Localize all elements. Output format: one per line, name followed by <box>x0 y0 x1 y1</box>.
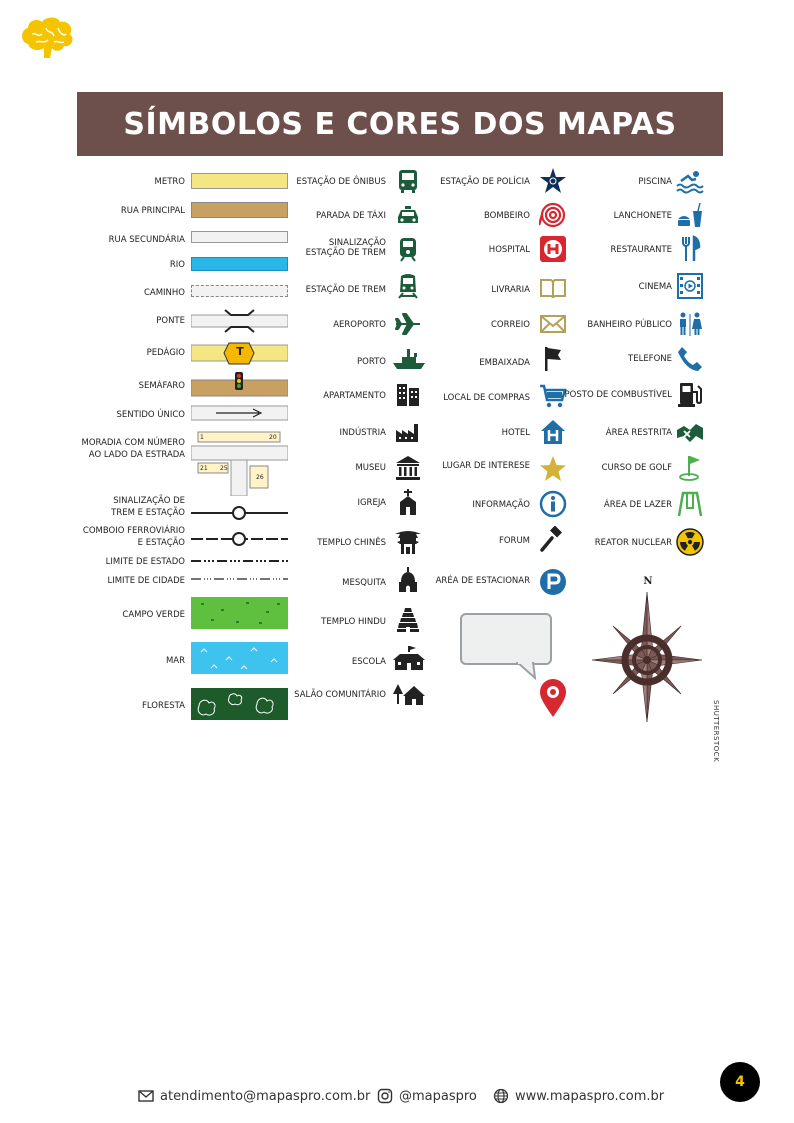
legend-label-pedagio: PEDÁGIO <box>146 348 185 358</box>
info-icon <box>539 490 567 518</box>
train-icon <box>394 272 422 300</box>
legend-label-police: ESTAÇÃO DE POLÍCIA <box>440 177 530 187</box>
house-number-1: 1 <box>200 434 204 441</box>
legend-label-embassy: EMBAIXADA <box>479 358 530 368</box>
legend-label-chinese-temple: TEMPLO CHINÊS <box>317 538 386 548</box>
page-number: 4 <box>720 1062 760 1102</box>
legend-label-community-hall: SALÃO COMUNITÁRIO <box>294 690 386 700</box>
gavel-icon <box>539 526 567 554</box>
legend-label-restroom: BANHEIRO PÚBLICO <box>587 320 672 330</box>
swimming-icon <box>676 167 704 195</box>
house-number-26: 26 <box>256 474 264 481</box>
golf-icon <box>676 454 704 482</box>
legend-label-church: IGREJA <box>357 498 386 508</box>
legend-label-cinema: CINEMA <box>638 282 672 292</box>
airplane-icon <box>394 310 422 338</box>
cutlery-icon <box>676 235 704 263</box>
legend-label-limite-cidade: LIMITE DE CIDADE <box>107 576 185 586</box>
sea-swatch <box>191 642 288 674</box>
legend-label-sinalizacao-line2: TREM E ESTAÇÃO <box>111 508 185 518</box>
train-signal-swatch <box>191 504 288 522</box>
radiation-icon <box>676 528 704 556</box>
railway-station-swatch <box>191 530 288 548</box>
instagram-icon <box>377 1088 393 1104</box>
fire-hose-icon <box>539 201 567 229</box>
restricted-icon <box>676 418 704 446</box>
museum-icon <box>394 454 422 482</box>
city-border-swatch <box>191 574 288 584</box>
chinese-temple-icon <box>394 528 422 556</box>
legend-label-nuclear-reactor: REATOR NUCLEAR <box>594 538 672 548</box>
swing-icon <box>676 490 704 518</box>
church-icon <box>394 488 422 516</box>
legend-label-semaforo: SEMÁFARO <box>138 381 185 391</box>
legend-label-telephone: TELEFONE <box>628 354 672 364</box>
footer-instagram[interactable] <box>377 1088 477 1104</box>
speech-bubble-tail <box>515 662 539 682</box>
footer-email-text: atendimento@mapaspro.com.br <box>160 1088 371 1104</box>
state-border-swatch <box>191 556 288 566</box>
legend-label-comboio-line1: COMBOIO FERROVIÁRIO <box>82 526 185 536</box>
legend-label-bookstore: LIVRARIA <box>491 285 530 295</box>
fuel-icon <box>676 380 704 408</box>
title-banner <box>77 92 723 156</box>
legend-label-restricted-area: ÁREA RESTRITA <box>605 428 672 438</box>
hotel-icon <box>539 418 567 446</box>
flag-icon <box>539 345 567 373</box>
train-signal-icon <box>394 235 422 263</box>
legend-label-limite-estado: LIMITE DE ESTADO <box>105 557 185 567</box>
legend-label-mosque: MESQUITA <box>342 578 386 588</box>
bridge-swatch <box>191 306 288 336</box>
footer-instagram-text: @mapaspro <box>399 1088 477 1104</box>
legend-label-port: PORTO <box>357 357 386 367</box>
legend-label-hotel: HOTEL <box>501 428 530 438</box>
path-swatch <box>191 285 288 297</box>
legend-label-taxi: PARADA DE TÁXI <box>316 211 386 221</box>
phone-icon <box>676 345 704 373</box>
legend-label-bus-station: ESTAÇÃO DE ÔNIBUS <box>296 177 386 187</box>
taxi-icon <box>394 201 422 229</box>
metro-swatch <box>191 173 288 189</box>
legend-label-parking: ARÉA DE ESTACIONAR <box>435 576 530 586</box>
brain-logo-icon <box>18 14 74 60</box>
legend-label-comboio-line2: E ESTAÇÃO <box>137 538 185 548</box>
legend-label-train-signal: SINALIZAÇÃO ESTAÇÃO DE TREM <box>305 238 386 258</box>
secondary-road-swatch <box>191 231 288 243</box>
legend-label-golf: CURSO DE GOLF <box>601 463 672 473</box>
legend-label-moradia-line1: MORADIA COM NÚMERO <box>81 438 185 448</box>
legend-label-industry: INDÚSTRIA <box>339 428 386 438</box>
legend-label-rua-secundaria: RUA SECUNDÁRIA <box>108 235 185 245</box>
house-number-20: 20 <box>269 434 277 441</box>
location-pin-icon <box>538 678 568 718</box>
mosque-icon <box>394 566 422 594</box>
factory-icon <box>394 418 422 446</box>
toll-letter: T <box>236 345 244 358</box>
book-icon <box>539 274 567 302</box>
cart-icon <box>539 382 567 410</box>
legend-label-ponte: PONTE <box>156 316 185 326</box>
legend-label-post-office: CORREIO <box>490 320 530 330</box>
legend-label-metro: METRO <box>154 177 185 187</box>
parking-icon <box>539 568 567 596</box>
hospital-icon <box>539 235 567 263</box>
main-road-swatch <box>191 202 288 218</box>
legend-label-hospital: HOSPITAL <box>488 245 530 255</box>
footer-website[interactable] <box>493 1088 664 1104</box>
legend-label-apartment: APARTAMENTO <box>323 391 386 401</box>
legend-label-restaurant: RESTAURANTE <box>610 245 672 255</box>
legend-label-rua-principal: RUA PRINCIPAL <box>120 206 185 216</box>
legend-label-caminho: CAMINHO <box>143 288 185 298</box>
legend-label-shopping: LOCAL DE COMPRAS <box>443 393 530 403</box>
legend-label-floresta: FLORESTA <box>141 701 185 711</box>
mail-icon <box>138 1088 154 1104</box>
legend-label-sentido-unico: SENTIDO ÚNICO <box>116 410 185 420</box>
school-icon <box>392 644 426 672</box>
image-credit: SHUTTERSTOCK <box>712 700 720 763</box>
legend-label-hindu-temple: TEMPLO HINDU <box>321 617 386 627</box>
legend-label-train-station: ESTAÇÃO DE TREM <box>305 285 386 295</box>
green-field-swatch <box>191 597 288 629</box>
legend-label-mar: MAR <box>165 656 185 666</box>
river-swatch <box>191 257 288 271</box>
legend-label-sinalizacao-line1: SINALIZAÇÃO DE <box>113 496 185 506</box>
envelope-icon <box>539 310 567 338</box>
house-number-25: 25 <box>220 465 228 472</box>
speech-bubble <box>460 613 552 665</box>
legend-label-snack-bar: LANCHONETE <box>613 211 672 221</box>
legend-label-airport: AEROPORTO <box>333 320 386 330</box>
footer-email[interactable] <box>138 1088 370 1104</box>
restroom-icon <box>676 310 704 338</box>
house-number-21: 21 <box>200 465 208 472</box>
globe-icon <box>493 1088 509 1104</box>
legend-label-campo-verde: CAMPO VERDE <box>122 610 185 620</box>
footer-website-text: www.mapaspro.com.br <box>515 1088 665 1104</box>
forest-swatch <box>191 688 288 720</box>
snack-icon <box>676 201 704 229</box>
legend-label-school: ESCOLA <box>351 657 386 667</box>
legend-label-fire: BOMBEIRO <box>483 211 530 221</box>
bus-icon <box>394 167 422 195</box>
ship-icon <box>392 345 426 373</box>
legend-label-gas-station: POSTO DE COMBUSTÍVEL <box>564 390 672 400</box>
compass-north-label: N <box>643 576 653 587</box>
legend-label-forum: FORUM <box>498 536 530 546</box>
hindu-temple-icon <box>394 606 422 634</box>
page-title: SÍMBOLOS E CORES DOS MAPAS <box>123 106 677 142</box>
legend-label-point-of-interest: LUGAR DE INTERESE <box>442 461 530 471</box>
traffic-light-swatch <box>191 370 288 398</box>
legend-label-rio: RIO <box>169 260 185 270</box>
legend-label-pool: PISCINA <box>638 177 672 187</box>
legend-label-information: INFORMAÇÃO <box>472 500 530 510</box>
star-icon <box>539 455 567 483</box>
legend-label-moradia-line2: AO LADO DA ESTRADA <box>88 450 185 460</box>
apartment-icon <box>394 380 422 408</box>
compass-rose-icon <box>592 590 702 722</box>
legend-label-museum: MUSEU <box>355 463 386 473</box>
police-star-icon <box>539 167 567 195</box>
community-hall-icon <box>392 680 426 708</box>
legend-label-leisure-area: ÁREA DE LAZER <box>603 500 672 510</box>
one-way-swatch <box>191 405 288 421</box>
cinema-icon <box>676 272 704 300</box>
